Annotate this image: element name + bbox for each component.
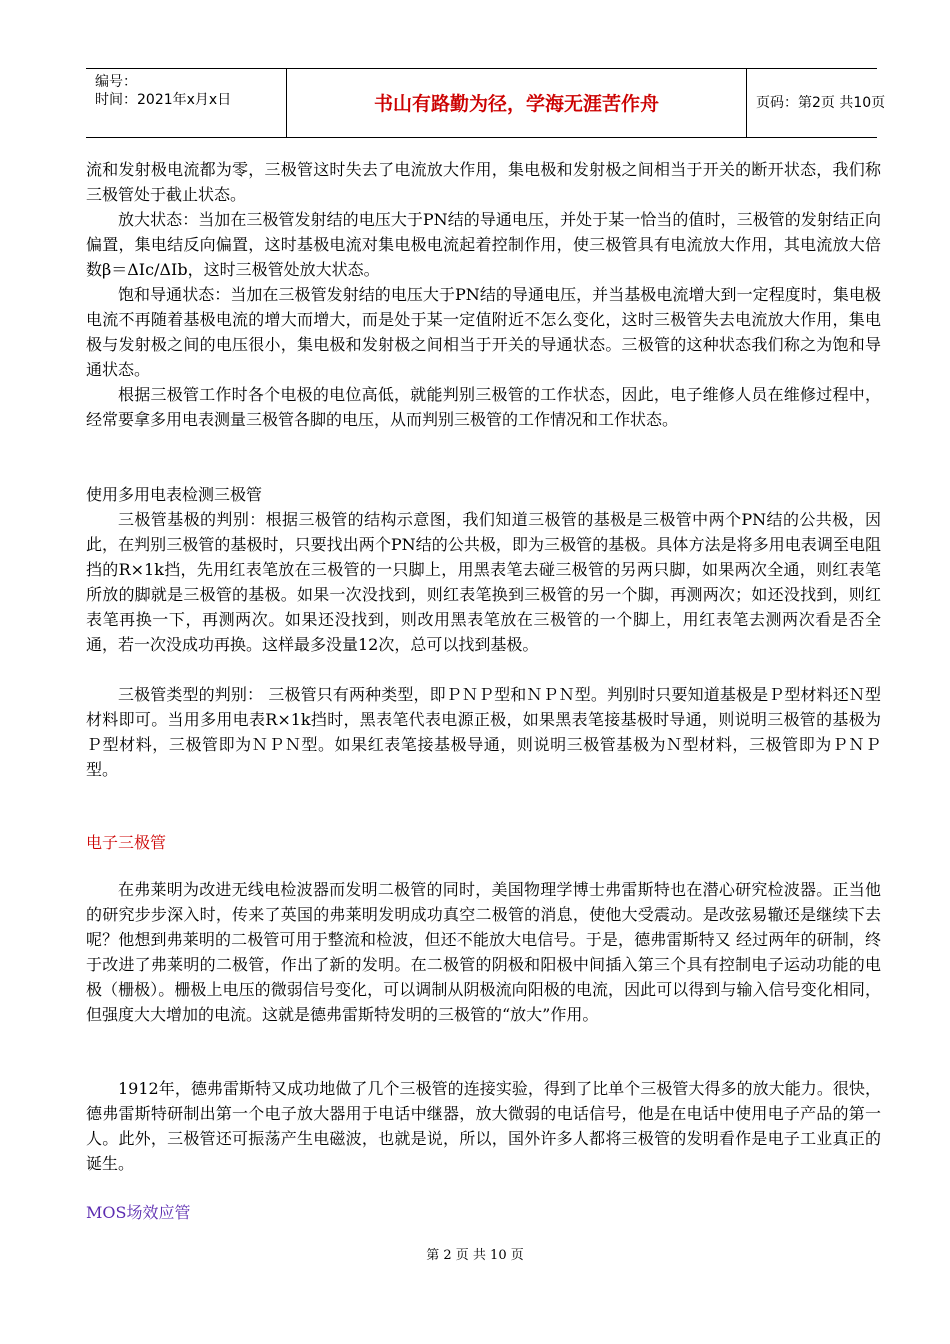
section-title: 电子三极管	[86, 833, 167, 852]
header-left-cell	[86, 69, 286, 137]
document-date: 时间：2021年x月x日	[95, 92, 232, 108]
subheading: 使用多用电表检测三极管	[86, 485, 263, 504]
header-center-cell	[286, 69, 747, 137]
paragraph: 三极管基极的判别：根据三极管的结构示意图，我们知道三极管的基极是三极管中两个PN结的公共极，因此，在判别三极管的基极时，只要找出两个PN结的公共极，即为三极管的基极。具体方法是将多用电表调至电阻挡的R×1k挡，先用红表笔放在三极管的一只脚上，用黑表笔去碰三极管的另两只脚，如果两次全通，则红表笔所放的脚就是三极管的基极。如果一次没找到，则红表笔换到三极管的另一个脚，再测两次；如还没找到，则红表笔再换一下，再测两次。如果还没找到，则改用黑表笔放在三极管的一个脚上，用红表笔去测两次看是否全通，若一次没成功再换。这样最多没量12次，总可以找到基极。	[86, 510, 881, 654]
header-motto: 书山有路勤为径，学海无涯苦作舟	[373, 93, 659, 115]
paragraph: 饱和导通状态：当加在三极管发射结的电压大于PN结的导通电压，并当基极电流增大到一定程度时，集电极电流不再随着基极电流的增大而增大，而是处于某一定值附近不怎么变化，这时三极管失去电流放大作用，集电极与发射极之间的电压很小，集电极和发射极之间相当于开关的导通状态。三极管的这种状态我们称之为饱和导通状态。	[86, 285, 881, 379]
paragraph: 流和发射极电流都为零，三极管这时失去了电流放大作用，集电极和发射极之间相当于开关的断开状态，我们称三极管处于截止状态。	[86, 160, 881, 204]
header-right-cell	[746, 69, 886, 137]
paragraph: 根据三极管工作时各个电极的电位高低，就能判别三极管的工作状态，因此，电子维修人员在维修过程中，经常要拿多用电表测量三极管各脚的电压，从而判别三极管的工作情况和工作状态。	[86, 385, 881, 429]
header-page-number: 页码：第2页 共10页	[756, 95, 886, 111]
section-title: MOS场效应管	[86, 1203, 191, 1222]
document-code: 编号：	[95, 74, 137, 90]
paragraph: 1912年，德弗雷斯特又成功地做了几个三极管的连接实验，得到了比单个三极管大得多的放大能力。很快，德弗雷斯特研制出第一个电子放大器用于电话中继器，放大微弱的电话信号，他是在电话中使用电子产品的第一人。此外，三极管还可振荡产生电磁波，也就是说，所以，国外许多人都将三极管的发明看作是电子工业真正的诞生。	[86, 1079, 881, 1173]
paragraph: 放大状态：当加在三极管发射结的电压大于PN结的导通电压，并处于某一恰当的值时，三极管的发射结正向偏置，集电结反向偏置，这时基极电流对集电极电流起着控制作用，使三极管具有电流放大作用，其电流放大倍数β＝ΔIc/ΔIb，这时三极管处放大状态。	[86, 210, 881, 279]
paragraph: 三极管类型的判别： 三极管只有两种类型，即ＰＮＰ型和ＮＰＮ型。判别时只要知道基极是Ｐ型材料还Ｎ型材料即可。当用多用电表R×1k挡时，黑表笔代表电源正极，如果黑表笔接基极时导通，则说明三极管的基极为Ｐ型材料，三极管即为ＮＰＮ型。如果红表笔接基极导通，则说明三极管基极为Ｎ型材料，三极管即为ＰＮＰ型。	[86, 685, 881, 779]
paragraph: 在弗莱明为改进无线电检波器而发明二极管的同时，美国物理学博士弗雷斯特也在潜心研究检波器。正当他的研究步步深入时，传来了英国的弗莱明发明成功真空二极管的消息，使他大受震动。是改弦易辙还是继续下去呢？他想到弗莱明的二极管可用于整流和检波，但还不能放大电信号。于是，德弗雷斯特又 经过两年的研制，终于改进了弗莱明的二极管，作出了新的发明。在二极管的阴极和阳极中间插入第三个具有控制电子运动功能的电极（栅极）。栅极上电压的微弱信号变化，可以调制从阴极流向阳极的电流，因此可以得到与输入信号变化相同，但强度大大增加的电流。这就是德弗雷斯特发明的三极管的“放大”作用。	[86, 880, 881, 1024]
page-header	[86, 68, 886, 138]
page-footer: 第 2 页 共 10 页	[426, 1248, 524, 1263]
